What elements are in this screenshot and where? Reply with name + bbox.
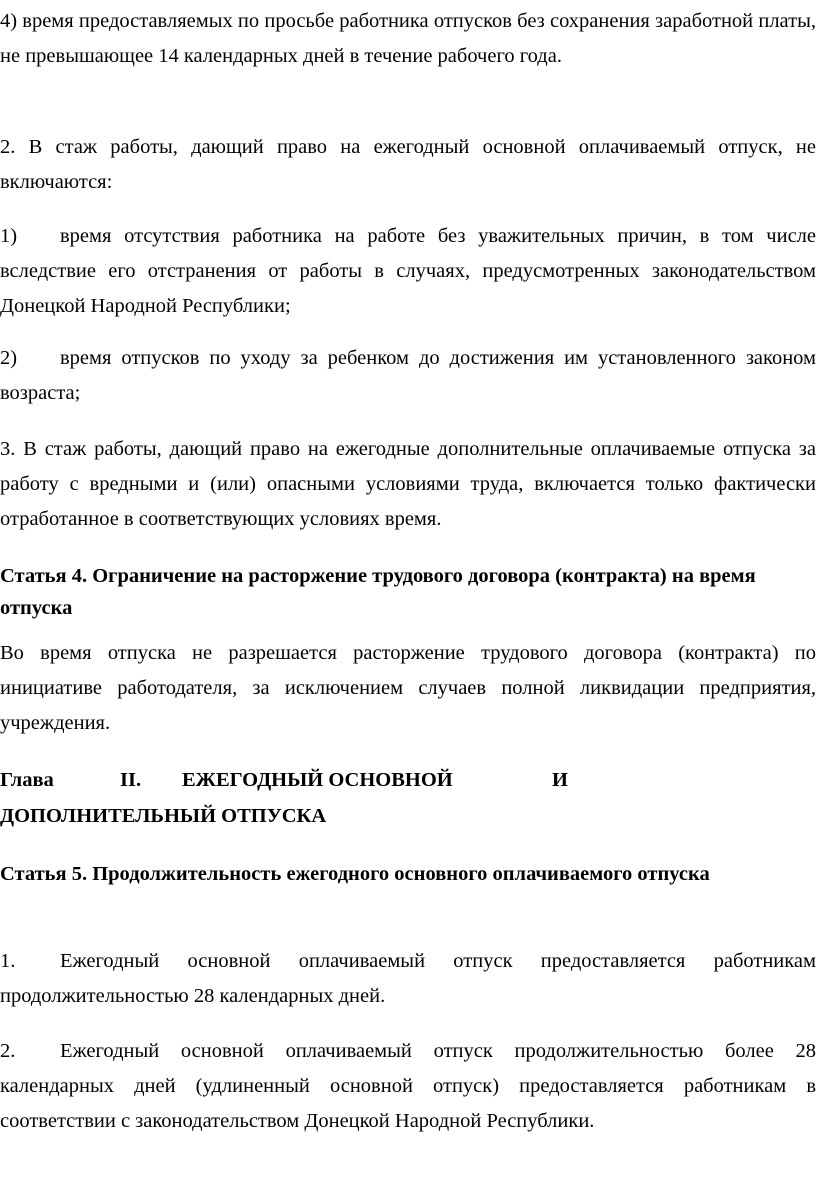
list-item-number: 2) [0,347,18,369]
list-item-2 [0,341,816,411]
article-5-item-1 [0,944,816,1014]
chapter-heading [0,762,816,834]
chapter-title-part-1: ЕЖЕГОДНЫЙ ОСНОВНОЙ [182,769,453,791]
list-item-text: время отпусков по уходу за ребенком до достижения им установленного законом возраста; [0,347,816,404]
chapter-word: Глава [0,769,54,791]
chapter-title-part-2: ДОПОЛНИТЕЛЬНЫЙ ОТПУСКА [0,805,327,827]
list-item-number: 2. [0,1040,16,1062]
chapter-title-and: И [552,769,568,791]
list-item-number: 1. [0,950,16,972]
list-item-1 [0,219,816,324]
list-item-text: Ежегодный основной оплачиваемый отпуск продолжительностью более 28 календарных дней (удлиненный основной отпуск) предоставляется работникам в соответствии с законодательством Донецкой Народной Республики. [0,1040,816,1132]
paragraph-item-4: 4) время предоставляемых по просьбе работника отпусков без сохранения заработной платы, не превышающее 14 календарных дней в течение рабочего года. [0,10,816,67]
article-4-heading: Статья 4. Ограничение на расторжение трудового договора (контракта) на время отпуска [0,565,756,619]
paragraph-3: 3. В стаж работы, дающий право на ежегодные дополнительные оплачиваемые отпуска за работу с вредными и (или) опасными условиями труда, включается только фактически отработанное в соответствующих условиях время. [0,438,816,530]
list-item-text: время отсутствия работника на работе без уважительных причин, в том числе вследствие его отстранения от работы в случаях, предусмотренных законодательством Донецкой Народной Республики; [0,225,816,317]
paragraph-4: Во время отпуска не разрешается расторжение трудового договора (контракта) по инициативе работодателя, за исключением случаев полной ликвидации предприятия, учреждения. [0,642,816,734]
list-item-text: Ежегодный основной оплачиваемый отпуск предоставляется работникам продолжительностью 28 календарных дней. [0,950,816,1007]
chapter-number: II. [120,769,142,791]
article-5-item-2 [0,1034,816,1139]
article-5-heading: Статья 5. Продолжительность ежегодного основного оплачиваемого отпуска [0,863,710,885]
list-item-number: 1) [0,225,18,247]
paragraph-2: 2. В стаж работы, дающий право на ежегодный основной оплачиваемый отпуск, не включаются: [0,136,816,193]
